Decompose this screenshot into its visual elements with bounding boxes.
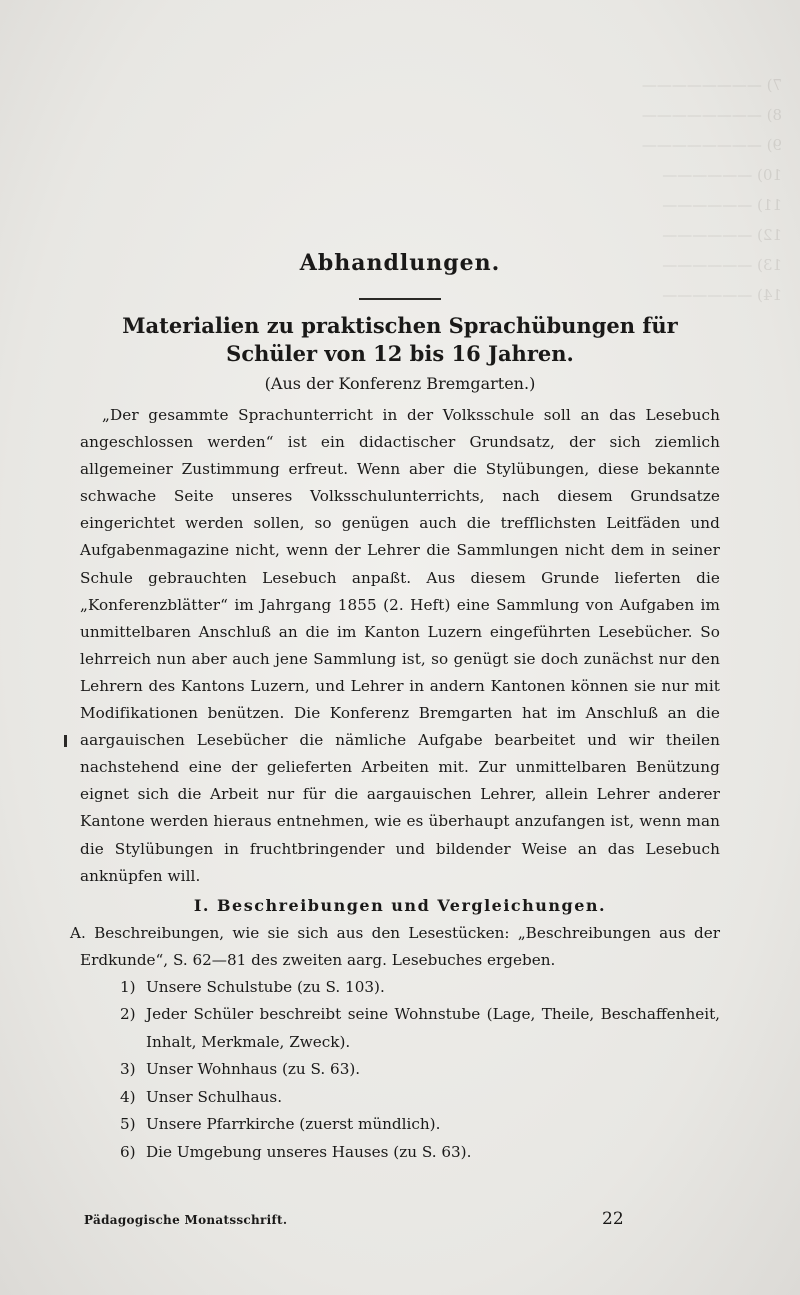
article-source: (Aus der Konferenz Bremgarten.)	[264, 374, 536, 393]
list-item: 6) Die Umgebung unseres Hauses (zu S. 63).	[120, 1142, 472, 1161]
list-item: 2) Jeder Schüler beschreibt seine Wohnstube (Lage, Theile, Beschaffenheit, Inhalt, Merkmale, Zweck).	[120, 1005, 720, 1051]
journal-name: Pädagogische Monatsschrift.	[84, 1213, 288, 1227]
subsection-a-label: A.	[70, 923, 86, 942]
page-content	[70, 250, 720, 1166]
subsection-a-intro	[70, 920, 720, 974]
list-item: 3) Unser Wohnhaus (zu S. 63).	[120, 1060, 361, 1079]
exercise-list	[80, 974, 720, 1167]
list-item: 1) Unsere Schulstube (zu S. 103).	[120, 977, 385, 996]
subsection-a-text: Beschreibungen, wie sie sich aus den Lesestücken: „Beschreibungen aus der Erdkunde“, S. 62—81 des zweiten aarg. Lesebuches ergeben.	[80, 923, 720, 969]
article-title-line-1: Materialien zu praktischen Sprachübungen für	[122, 313, 678, 338]
signature-number: 22	[602, 1209, 624, 1229]
bleed-through-text: 7) ———————— 8) ———————— 9) ———————— 10) —————— 11) —————— 12) —————— 13) —————— 14) ——————	[641, 76, 782, 304]
list-item: 4) Unser Schulhaus.	[120, 1087, 283, 1106]
margin-mark	[64, 735, 67, 747]
title-rule	[359, 298, 441, 300]
page-footer	[84, 1209, 684, 1235]
subsection-heading: I. Beschreibungen und Vergleichungen.	[193, 895, 607, 915]
article-title-line-2: Schüler von 12 bis 16 Jahren.	[226, 341, 574, 366]
article-title	[80, 312, 720, 368]
list-item: 5) Unsere Pfarrkirche (zuerst mündlich).	[120, 1115, 441, 1134]
intro-paragraph: „Der gesammte Sprachunterricht in der Volksschule soll an das Lesebuch angeschlossen werden“ ist ein didactischer Grundsatz, der sich ziemlich allgemeiner Zustimmung erfreut. Wenn aber die Stylübungen, diese bekannte schwache Seite unseres Volksschulunterrichts, nach diesem Grundsatze eingerichtet werden sollen, so genügen auch die trefflichsten Leitfäden und Aufgabenmagazine nicht, wenn der Lehrer die Sammlungen nicht dem in seiner Schule gebrauchten Lesebuch anpaßt. Aus diesem Grunde lieferten die „Konferenzblätter“ im Jahrgang 1855 (2. Heft) eine Sammlung von Aufgaben im unmittelbaren Anschluß an die im Kanton Luzern eingeführten Lesebücher. So lehrreich nun aber auch jene Sammlung ist, so genügt sie doch zunächst nur den Lehrern des Kantons Luzern, und Lehrer in andern Kantonen können sie nur mit Modifikationen benützen. Die Konferenz Bremgarten hat im Anschluß an die aargauischen Lesebücher die nämliche Aufgabe bearbeitet und wir theilen nachstehend eine der gelieferten Arbeiten mit. Zur unmittelbaren Benützung eignet sich die Arbeit nur für die aargauischen Lehrer, allein Lehrer anderer Kantone werden hieraus entnehmen, wie es überhaupt anzufangen ist, wenn man die Stylübungen in fruchtbringender und bildender Weise an das Lesebuch anknüpfen will.	[80, 406, 720, 885]
section-title: Abhandlungen.	[299, 250, 501, 276]
